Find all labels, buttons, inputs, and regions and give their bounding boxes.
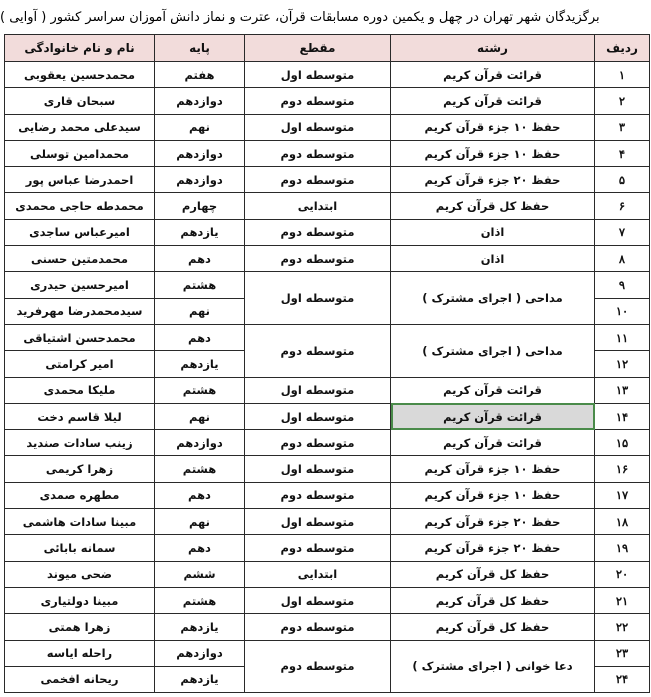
level-cell[interactable]: ابتدایی <box>245 193 391 219</box>
row-index-cell[interactable]: ۱ <box>595 62 650 88</box>
grade-cell[interactable]: دوازدهم <box>155 640 245 666</box>
row-index-cell[interactable]: ۱۰ <box>595 298 650 324</box>
level-cell[interactable]: متوسطه دوم <box>245 219 391 245</box>
field-cell[interactable]: اذان <box>391 246 595 272</box>
table-row <box>5 561 650 587</box>
grade-cell[interactable]: ششم <box>155 561 245 587</box>
level-cell[interactable]: ابتدایی <box>245 561 391 587</box>
row-index-cell[interactable]: ۶ <box>595 193 650 219</box>
grade-cell[interactable]: نهم <box>155 509 245 535</box>
level-cell[interactable]: متوسطه دوم <box>245 535 391 561</box>
grade-cell[interactable]: نهم <box>155 298 245 324</box>
name-cell[interactable]: ملیکا محمدی <box>5 377 155 403</box>
field-cell[interactable]: مداحی ( اجرای مشترک ) <box>391 324 595 377</box>
field-cell[interactable]: دعا خوانی ( اجرای مشترک ) <box>391 640 595 693</box>
row-index-cell[interactable]: ۱۲ <box>595 351 650 377</box>
row-index-cell[interactable]: ۱۷ <box>595 482 650 508</box>
name-cell[interactable]: امیر کرامتی <box>5 351 155 377</box>
grade-cell[interactable]: هشتم <box>155 377 245 403</box>
row-index-cell[interactable]: ۳ <box>595 114 650 140</box>
field-cell[interactable]: حفظ کل قرآن کریم <box>391 614 595 640</box>
level-cell[interactable]: متوسطه دوم <box>245 430 391 456</box>
grade-cell[interactable]: دوازدهم <box>155 430 245 456</box>
name-cell[interactable]: محمدامین توسلی <box>5 140 155 166</box>
header-grade[interactable]: پایه <box>155 35 245 62</box>
table-row <box>5 587 650 613</box>
level-cell[interactable]: متوسطه دوم <box>245 482 391 508</box>
row-index-cell[interactable]: ۸ <box>595 246 650 272</box>
name-cell[interactable]: راحله ایاسه <box>5 640 155 666</box>
table-row <box>5 509 650 535</box>
table-row <box>5 88 650 114</box>
row-index-cell[interactable]: ۱۶ <box>595 456 650 482</box>
field-cell[interactable]: قرائت قرآن کریم <box>391 88 595 114</box>
header-level[interactable]: مقطع <box>245 35 391 62</box>
grade-cell[interactable]: نهم <box>155 403 245 429</box>
header-row <box>5 35 650 62</box>
row-index-cell[interactable]: ۲۴ <box>595 666 650 692</box>
name-cell[interactable]: سیدمحمدرضا مهرفرید <box>5 298 155 324</box>
name-cell[interactable]: مطهره صمدی <box>5 482 155 508</box>
header-name[interactable]: نام و نام خانوادگی <box>5 35 155 62</box>
level-cell[interactable]: متوسطه اول <box>245 509 391 535</box>
grade-cell[interactable]: هفتم <box>155 62 245 88</box>
name-cell[interactable]: لیلا قاسم دخت <box>5 403 155 429</box>
level-cell[interactable]: متوسطه اول <box>245 456 391 482</box>
field-cell[interactable]: حفظ ۱۰ جزء قرآن کریم <box>391 140 595 166</box>
level-cell[interactable]: متوسطه اول <box>245 377 391 403</box>
name-cell[interactable]: سبحان قاری <box>5 88 155 114</box>
table-row <box>5 403 650 429</box>
field-cell[interactable]: مداحی ( اجرای مشترک ) <box>391 272 595 325</box>
row-index-cell[interactable]: ۹ <box>595 272 650 298</box>
grade-cell[interactable]: دوازدهم <box>155 88 245 114</box>
selected-field-cell[interactable]: قرائت قرآن کریم <box>391 403 595 429</box>
level-cell[interactable]: متوسطه اول <box>245 587 391 613</box>
level-cell[interactable]: متوسطه دوم <box>245 640 391 693</box>
name-cell[interactable]: مبینا سادات هاشمی <box>5 509 155 535</box>
grade-cell[interactable]: دوازدهم <box>155 140 245 166</box>
grade-cell[interactable]: هشتم <box>155 456 245 482</box>
grade-cell[interactable]: هشتم <box>155 272 245 298</box>
field-cell[interactable]: قرائت قرآن کریم <box>391 377 595 403</box>
field-cell[interactable]: قرائت قرآن کریم <box>391 430 595 456</box>
level-cell[interactable]: متوسطه اول <box>245 114 391 140</box>
grade-cell[interactable]: دوازدهم <box>155 167 245 193</box>
name-cell[interactable]: محمدحسن اشتیاقی <box>5 324 155 350</box>
field-cell[interactable]: حفظ ۱۰ جزء قرآن کریم <box>391 456 595 482</box>
table-row <box>5 456 650 482</box>
level-cell[interactable]: متوسطه دوم <box>245 246 391 272</box>
level-cell[interactable]: متوسطه اول <box>245 62 391 88</box>
name-cell[interactable]: امیرحسین حیدری <box>5 272 155 298</box>
table-row <box>5 430 650 456</box>
name-cell[interactable]: محمدمتین حسنی <box>5 246 155 272</box>
table-row <box>5 324 650 350</box>
grade-cell[interactable]: دهم <box>155 324 245 350</box>
row-index-cell[interactable]: ۵ <box>595 167 650 193</box>
grade-cell[interactable]: هشتم <box>155 587 245 613</box>
row-index-cell[interactable]: ۲۳ <box>595 640 650 666</box>
grade-cell[interactable]: دهم <box>155 482 245 508</box>
grade-cell[interactable]: یازدهم <box>155 614 245 640</box>
table-row <box>5 377 650 403</box>
field-cell[interactable]: حفظ ۱۰ جزء قرآن کریم <box>391 114 595 140</box>
row-index-cell[interactable]: ۲ <box>595 88 650 114</box>
grade-cell[interactable]: دهم <box>155 535 245 561</box>
page-title: برگزیدگان شهر تهران در چهل و یکمین دوره مسابقات قرآن، عترت و نماز دانش آموزان سراسر کشور ( آوایی ) <box>0 9 600 25</box>
level-cell[interactable]: متوسطه دوم <box>245 614 391 640</box>
table-row <box>5 62 650 88</box>
grade-cell[interactable]: دهم <box>155 246 245 272</box>
table-row <box>5 482 650 508</box>
grade-cell[interactable]: یازدهم <box>155 219 245 245</box>
table-row <box>5 219 650 245</box>
row-index-cell[interactable]: ۷ <box>595 219 650 245</box>
row-index-cell[interactable]: ۲۲ <box>595 614 650 640</box>
name-cell[interactable]: احمدرضا عباس پور <box>5 167 155 193</box>
row-index-cell[interactable]: ۱۸ <box>595 509 650 535</box>
table-row <box>5 167 650 193</box>
name-cell[interactable]: سیدعلی محمد رضایی <box>5 114 155 140</box>
name-cell[interactable]: ضحی میوند <box>5 561 155 587</box>
table-row <box>5 535 650 561</box>
field-cell[interactable]: حفظ ۲۰ جزء قرآن کریم <box>391 535 595 561</box>
level-cell[interactable]: متوسطه دوم <box>245 167 391 193</box>
table-row <box>5 193 650 219</box>
name-cell[interactable]: محمدطه حاجی محمدی <box>5 193 155 219</box>
field-cell[interactable]: حفظ کل قرآن کریم <box>391 561 595 587</box>
level-cell[interactable]: متوسطه دوم <box>245 324 391 377</box>
name-cell[interactable]: سمانه بابائی <box>5 535 155 561</box>
grade-cell[interactable]: یازدهم <box>155 666 245 692</box>
name-cell[interactable]: مبینا دولتیاری <box>5 587 155 613</box>
grade-cell[interactable]: نهم <box>155 114 245 140</box>
row-index-cell[interactable]: ۲۰ <box>595 561 650 587</box>
table-row <box>5 272 650 298</box>
field-cell[interactable]: حفظ ۲۰ جزء قرآن کریم <box>391 509 595 535</box>
name-cell[interactable]: ریحانه افخمی <box>5 666 155 692</box>
name-cell[interactable]: زینب سادات صندید <box>5 430 155 456</box>
row-index-cell[interactable]: ۱۴ <box>595 403 650 429</box>
row-index-cell[interactable]: ۱۱ <box>595 324 650 350</box>
level-cell[interactable]: متوسطه دوم <box>245 88 391 114</box>
results-table <box>4 34 650 693</box>
level-cell[interactable]: متوسطه اول <box>245 272 391 325</box>
level-cell[interactable]: متوسطه دوم <box>245 140 391 166</box>
table-row <box>5 246 650 272</box>
table-row <box>5 614 650 640</box>
field-cell[interactable]: حفظ ۱۰ جزء قرآن کریم <box>391 482 595 508</box>
field-cell[interactable]: حفظ کل قرآن کریم <box>391 193 595 219</box>
field-cell[interactable]: قرائت قرآن کریم <box>391 62 595 88</box>
table-row <box>5 114 650 140</box>
header-index[interactable]: ردیف <box>595 35 650 62</box>
row-index-cell[interactable]: ۴ <box>595 140 650 166</box>
name-cell[interactable]: محمدحسین یعقوبی <box>5 62 155 88</box>
name-cell[interactable]: زهرا همتی <box>5 614 155 640</box>
header-field[interactable]: رشته <box>391 35 595 62</box>
level-cell[interactable]: متوسطه اول <box>245 403 391 429</box>
name-cell[interactable]: زهرا کریمی <box>5 456 155 482</box>
grade-cell[interactable]: یازدهم <box>155 351 245 377</box>
field-cell[interactable]: حفظ کل قرآن کریم <box>391 587 595 613</box>
grade-cell[interactable]: چهارم <box>155 193 245 219</box>
table-row <box>5 640 650 666</box>
field-cell[interactable]: حفظ ۲۰ جزء قرآن کریم <box>391 167 595 193</box>
table-row <box>5 140 650 166</box>
row-index-cell[interactable]: ۱۹ <box>595 535 650 561</box>
name-cell[interactable]: امیرعباس ساجدی <box>5 219 155 245</box>
field-cell[interactable]: اذان <box>391 219 595 245</box>
row-index-cell[interactable]: ۱۳ <box>595 377 650 403</box>
row-index-cell[interactable]: ۱۵ <box>595 430 650 456</box>
row-index-cell[interactable]: ۲۱ <box>595 587 650 613</box>
